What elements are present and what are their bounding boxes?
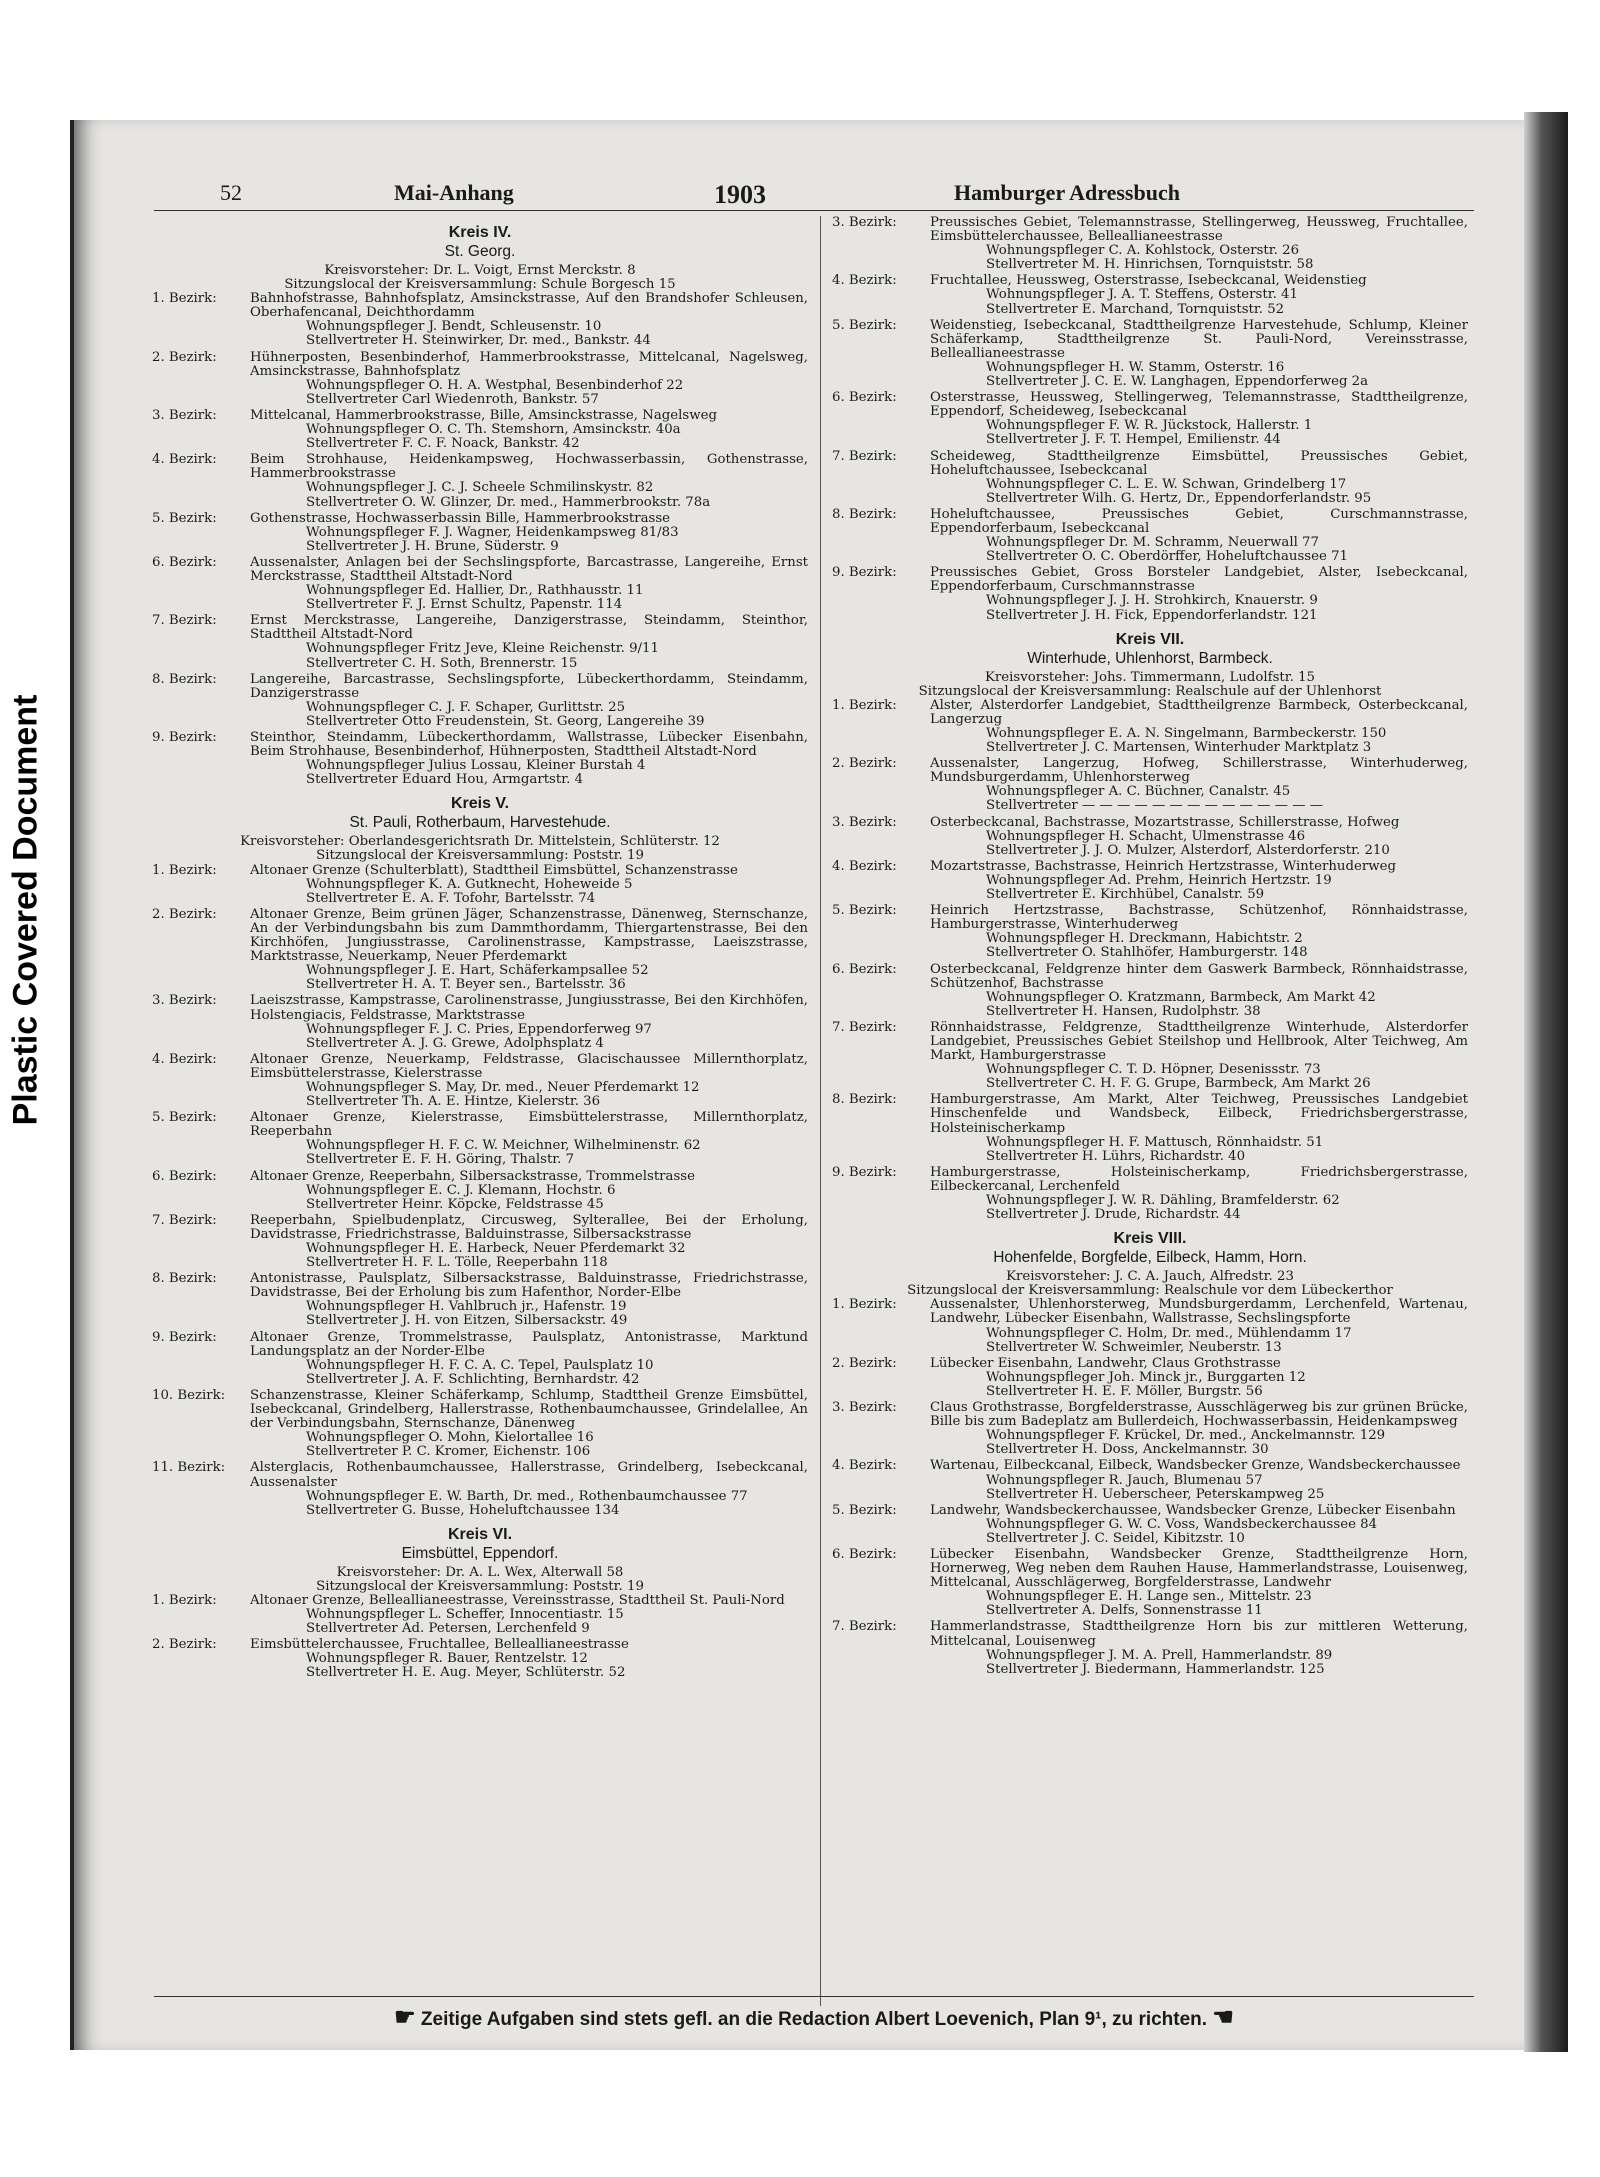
bezirk-person: Stellvertreter E. Kirchhübel, Canalstr. 59 (986, 887, 1265, 903)
bezirk-entry (152, 1389, 808, 1459)
bezirk-person: Wohnungspfleger H. F. C. W. Meichner, Wilhelminenstr. 62 (306, 1138, 701, 1154)
document-page (70, 120, 1524, 2050)
bezirk-entry (832, 450, 1468, 506)
bezirk-person: Stellvertreter J. C. E. W. Langhagen, Eppendorferweg 2a (986, 374, 1369, 390)
bezirk-entry (152, 453, 808, 509)
kreis-title: Kreis VI. (447, 1525, 513, 1543)
bezirk-entry (152, 864, 808, 906)
bezirk-person: Stellvertreter Ad. Petersen, Lerchenfeld 9 (306, 1621, 590, 1637)
bezirk-streets: Aussenalster, Langerzug, Hofweg, Schillerstrasse, Winterhuderweg, Mundsburgerdamm, Uhlenhorsterweg (930, 756, 1468, 786)
bezirk-number: 9. Bezirk: (152, 1329, 217, 1345)
bezirk-number: 8. Bezirk: (152, 671, 217, 687)
bezirk-entry (152, 1214, 808, 1270)
bezirk-person: Stellvertreter H. E. Aug. Meyer, Schlüterstr. 52 (306, 1665, 626, 1681)
bezirk-person: Wohnungspfleger S. May, Dr. med., Neuer Pferdemarkt 12 (306, 1079, 700, 1095)
bezirk-streets: Alster, Alsterdorfer Landgebiet, Stadttheilgrenze Barmbeck, Osterbeckcanal, Langerzug (930, 697, 1468, 727)
bezirk-streets: Altonaer Grenze (Schulterblatt), Stadttheil Eimsbüttel, Schanzenstrasse (250, 862, 738, 878)
bezirk-streets: Eimsbüttelerchaussee, Fruchtallee, Belleallianeestrasse (250, 1637, 629, 1653)
bezirk-streets: Claus Grothstrasse, Borgfelderstrasse, Ausschlägerweg bis zur grünen Brücke, Bille bis zum Badeplatz am Bullerdeich, Hochwasserbassin, Heidenkampsweg (930, 1400, 1468, 1430)
bezirk-person: Stellvertreter A. J. G. Grewe, Adolphsplatz 4 (306, 1035, 604, 1051)
kreis-subtitle: Eimsbüttel, Eppendorf. (401, 1544, 559, 1562)
bezirk-person: Wohnungspfleger G. W. C. Voss, Wandsbeckerchaussee 84 (986, 1516, 1378, 1532)
bezirk-person: Stellvertreter O. Stahlhöfer, Hamburgerstr. 148 (986, 945, 1308, 961)
bezirk-person: Wohnungspfleger C. J. F. Schaper, Gurlittstr. 25 (306, 699, 626, 715)
bezirk-entry (832, 566, 1468, 622)
kreis-meta-line: Sitzungslocal der Kreisversammlung: Poststr. 19 (316, 1578, 644, 1594)
bezirk-number: 5. Bezirk: (832, 903, 897, 919)
bezirk-person: Wohnungspfleger O. Kratzmann, Barmbeck, Am Markt 42 (986, 989, 1376, 1005)
bezirk-entry (832, 1459, 1468, 1501)
bezirk-number: 4. Bezirk: (832, 858, 897, 874)
bezirk-entry (832, 1357, 1468, 1399)
bezirk-person: Stellvertreter A. Delfs, Sonnenstrasse 11 (986, 1603, 1263, 1619)
bezirk-person: Stellvertreter J. J. O. Mulzer, Alsterdorf, Alsterdorferstr. 210 (986, 842, 1390, 858)
bezirk-number: 6. Bezirk: (152, 554, 217, 570)
bezirk-streets: Mittelcanal, Hammerbrookstrasse, Bille, Amsinckstrasse, Nagelsweg (250, 407, 717, 423)
bezirk-entry (832, 963, 1468, 1019)
bezirk-person: Wohnungspfleger F. W. R. Jückstock, Hallerstr. 1 (986, 418, 1313, 434)
bezirk-entry (152, 292, 808, 348)
bezirk-number: 7. Bezirk: (832, 1619, 897, 1635)
bezirk-person: Stellvertreter F. C. F. Noack, Bankstr. 42 (306, 436, 580, 452)
kreis-subtitle: St. Georg. (444, 243, 516, 260)
bezirk-person: Wohnungspfleger A. C. Büchner, Canalstr. 45 (986, 784, 1291, 800)
bezirk-entry (832, 274, 1468, 316)
bezirk-number: 8. Bezirk: (832, 506, 897, 522)
bezirk-person: Stellvertreter — — — — — — — — — — — — — — (986, 798, 1324, 814)
bezirk-person: Stellvertreter H. Ueberscheer, Peterskampweg 25 (986, 1486, 1325, 1502)
bezirk-streets: Steinthor, Steindamm, Lübeckerthordamm, Wallstrasse, Lübecker Eisenbahn, Beim Strohhause, Besenbinderhof, Hühnerposten, Stadttheil Altstadt-Nord (250, 730, 808, 760)
bezirk-streets: Weidenstieg, Isebeckcanal, Stadttheilgrenze Harvestehude, Schlump, Kleiner Schäferkamp, Stadttheilgrenze St. Pauli-Nord, Vereinsstrasse, Belleallianeestrasse (930, 317, 1468, 361)
bezirk-person: Wohnungspfleger H. W. Stamm, Osterstr. 16 (986, 359, 1285, 375)
bezirk-streets: Hammerlandstrasse, Stadttheilgrenze Horn bis zur mittleren Wetterung, Mittelcanal, Louisenweg (930, 1619, 1468, 1649)
bezirk-entry (832, 216, 1468, 272)
bezirk-entry (152, 1272, 808, 1328)
bezirk-number: 9. Bezirk: (152, 730, 217, 745)
bezirk-number: 9. Bezirk: (832, 1164, 897, 1180)
bezirk-person: Stellvertreter Heinr. Köpcke, Feldstrasse 45 (306, 1196, 604, 1212)
bezirk-number: 7. Bezirk: (152, 613, 217, 629)
bezirk-entry (832, 816, 1468, 858)
bezirk-number: 5. Bezirk: (832, 317, 897, 333)
bezirk-number: 2. Bezirk: (832, 1355, 897, 1371)
bezirk-person: Wohnungspfleger Julius Lossau, Kleiner Burstah 4 (306, 758, 646, 774)
bezirk-streets: Scheideweg, Stadttheilgrenze Eimsbüttel, Preussisches Gebiet, Hoheluftchaussee, Isebeckcanal (930, 448, 1468, 478)
bezirk-entry (152, 673, 808, 729)
bezirk-person: Wohnungspfleger R. Jauch, Blumenau 57 (986, 1472, 1263, 1488)
bezirk-streets: Lübecker Eisenbahn, Landwehr, Claus Grothstrasse (930, 1355, 1281, 1371)
bezirk-streets: Preussisches Gebiet, Telemannstrasse, Stellingerweg, Heussweg, Fruchtallee, Eimsbüttelerchaussee, Belleallianeestrasse (930, 215, 1468, 245)
bezirk-streets: Aussenalster, Uhlenhorsterweg, Mundsburgerdamm, Lerchenfeld, Wartenau, Landwehr, Lübecker Eisenbahn, Wallstrasse, Sechslingspforte (930, 1297, 1468, 1327)
bezirk-person: Wohnungspfleger J. M. A. Prell, Hammerlandstr. 89 (986, 1647, 1333, 1663)
bezirk-person: Wohnungspfleger J. C. J. Scheele Schmilinskystr. 82 (306, 480, 654, 496)
bezirk-number: 5. Bezirk: (832, 1502, 897, 1518)
bezirk-person: Stellvertreter W. Schweimler, Neuberstr. 13 (986, 1339, 1282, 1355)
kreis-meta-line: Kreisvorsteher: Johs. Timmermann, Ludolfstr. 15 (984, 669, 1316, 685)
bezirk-entry (152, 1638, 808, 1680)
bezirk-person: Stellvertreter J. H. Brune, Süderstr. 9 (306, 538, 559, 554)
bezirk-number: 3. Bezirk: (832, 814, 897, 830)
bezirk-person: Wohnungspfleger Ed. Hallier, Dr., Rathhausstr. 11 (306, 583, 644, 599)
kreis-meta-line: Sitzungslocal der Kreisversammlung: Poststr. 19 (316, 848, 644, 864)
bezirk-streets: Altonaer Grenze, Kielerstrasse, Eimsbüttelerstrasse, Millernthorplatz, Reeperbahn (250, 1110, 808, 1140)
bezirk-entry (152, 1053, 808, 1109)
bezirk-person: Wohnungspfleger E. A. N. Singelmann, Barmbeckerstr. 150 (986, 726, 1387, 741)
bezirk-person: Stellvertreter H. Doss, Anckelmannstr. 30 (986, 1442, 1269, 1458)
bezirk-entry (832, 1093, 1468, 1163)
bezirk-entry (152, 1170, 808, 1212)
bezirk-person: Stellvertreter J. H. Fick, Eppendorferlandstr. 121 (986, 607, 1318, 623)
bezirk-entry (832, 1166, 1468, 1222)
bezirk-person: Stellvertreter E. A. F. Tofohr, Bartelsstr. 74 (306, 890, 596, 906)
bezirk-entry (152, 614, 808, 670)
kreis-meta-line: Kreisvorsteher: Dr. A. L. Wex, Alterwall 58 (336, 1564, 624, 1580)
kreis-subtitle: St. Pauli, Rotherbaum, Harvestehude. (349, 814, 611, 832)
bezirk-streets: Altonaer Grenze, Reeperbahn, Silbersackstrasse, Trommelstrasse (250, 1168, 695, 1184)
bezirk-person: Wohnungspfleger C. L. E. W. Schwan, Grindelberg 17 (986, 476, 1347, 492)
bezirk-number: 1. Bezirk: (832, 1297, 897, 1313)
bezirk-number: 10. Bezirk: (152, 1387, 226, 1403)
bezirk-entry (152, 1594, 808, 1636)
bezirk-person: Stellvertreter Wilh. G. Hertz, Dr., Eppendorferlandstr. 95 (986, 490, 1372, 506)
bezirk-number: 2. Bezirk: (152, 906, 217, 922)
bezirk-streets: Hoheluftchaussee, Preussisches Gebiet, Curschmannstrasse, Eppendorferbaum, Isebeckcanal (930, 506, 1468, 536)
bezirk-streets: Rönnhaidstrasse, Feldgrenze, Stadttheilgrenze Winterhude, Alsterdorfer Landgebiet, Preussisches Gebiet Steilshop und Hellbrook, Alter Teichweg, Am Markt, Hamburgerstrasse (930, 1019, 1468, 1064)
bezirk-person: Wohnungspfleger H. Vahlbruch jr., Hafenstr. 19 (306, 1299, 627, 1315)
bezirk-person: Wohnungspfleger H. Schacht, Ulmenstrasse 46 (986, 828, 1306, 844)
bezirk-streets: Osterbeckcanal, Bachstrasse, Mozartstrasse, Schillerstrasse, Hofweg (930, 814, 1400, 830)
page-footer (154, 1996, 1474, 2032)
header-right-title: Hamburger Adressbuch (954, 180, 1180, 205)
bezirk-person: Wohnungspfleger R. Bauer, Rentzelstr. 12 (306, 1651, 588, 1667)
bezirk-person: Wohnungspfleger F. J. C. Pries, Eppendorferweg 97 (306, 1021, 652, 1037)
bezirk-person: Stellvertreter C. H. Soth, Brennerstr. 15 (306, 655, 578, 671)
bezirk-number: 3. Bezirk: (832, 1400, 897, 1416)
bezirk-entry (832, 1298, 1468, 1354)
kreis-title: Kreis VII. (1115, 630, 1185, 648)
bezirk-person: Wohnungspfleger Dr. M. Schramm, Neuerwall 77 (986, 535, 1319, 551)
bezirk-person: Wohnungspfleger J. E. Hart, Schäferkampsallee 52 (306, 963, 649, 979)
bezirk-entry (152, 731, 808, 787)
bezirk-number: 1. Bezirk: (152, 291, 217, 307)
bezirk-streets: Fruchtallee, Heussweg, Osterstrasse, Isebeckcanal, Weidenstieg (930, 273, 1367, 289)
bezirk-person: Stellvertreter H. E. F. Möller, Burgstr. 56 (986, 1383, 1263, 1399)
bezirk-streets: Altonaer Grenze, Belleallianeestrasse, Vereinsstrasse, Stadttheil St. Pauli-Nord (250, 1592, 785, 1608)
kreis-meta-line: Sitzungslocal der Kreisversammlung: Realschule auf der Uhlenhorst (918, 683, 1382, 699)
bezirk-streets: Schanzenstrasse, Kleiner Schäferkamp, Schlump, Stadttheil Grenze Eimsbüttel, Isebeckcanal, Grindelberg, Hallerstrasse, Rothenbaumchaussee, Grindelallee, An der Verbindungsbahn, Sternschanze, Dänenweg (250, 1387, 808, 1432)
bezirk-person: Stellvertreter J. H. von Eitzen, Silbersackstr. 49 (306, 1313, 628, 1329)
bezirk-person: Wohnungspfleger Joh. Minck jr., Burggarten 12 (986, 1369, 1306, 1385)
bezirk-streets: Bahnhofstrasse, Bahnhofsplatz, Amsinckstrasse, Auf den Brandshofer Schleusen, Oberhafencanal, Deichthordamm (250, 291, 808, 321)
bezirk-number: 5. Bezirk: (152, 1110, 217, 1126)
bezirk-person: Stellvertreter H. A. T. Beyer sen., Bartelsstr. 36 (306, 977, 626, 993)
bezirk-entry (152, 351, 808, 407)
bezirk-person: Stellvertreter H. F. L. Tölle, Reeperbahn 118 (306, 1255, 608, 1271)
bezirk-person: Stellvertreter J. Biedermann, Hammerlandstr. 125 (986, 1661, 1325, 1677)
bezirk-streets: Mozartstrasse, Bachstrasse, Heinrich Hertzstrasse, Winterhuderweg (930, 858, 1396, 874)
bezirk-streets: Landwehr, Wandsbeckerchaussee, Wandsbecker Grenze, Lübecker Eisenbahn (930, 1502, 1456, 1518)
bezirk-person: Stellvertreter J. Drude, Richardstr. 44 (986, 1207, 1241, 1223)
bezirk-entry (832, 1548, 1468, 1618)
bezirk-person: Stellvertreter H. Steinwirker, Dr. med., Bankstr. 44 (306, 333, 651, 349)
bezirk-entry (152, 512, 808, 554)
bezirk-streets: Ernst Merckstrasse, Langereihe, Danzigerstrasse, Steindamm, Steinthor, Stadttheil Altstadt-Nord (250, 613, 808, 643)
bezirk-person: Wohnungspfleger H. F. Mattusch, Rönnhaidstr. 51 (986, 1134, 1324, 1150)
bezirk-entry (832, 757, 1468, 813)
bezirk-entry (152, 409, 808, 451)
bezirk-person: Stellvertreter C. H. F. G. Grupe, Barmbeck, Am Markt 26 (986, 1076, 1371, 1092)
bezirk-person: Stellvertreter Th. A. E. Hintze, Kielerstr. 36 (306, 1094, 601, 1110)
bezirk-streets: Reeperbahn, Spielbudenplatz, Circusweg, Sylterallee, Bei der Erholung, Davidstrasse, Friedrichstrasse, Balduinstrasse, Silbersackstrasse (250, 1212, 808, 1242)
bezirk-entry (832, 1401, 1468, 1457)
bezirk-person: Stellvertreter Eduard Hou, Armgartstr. 4 (306, 772, 584, 788)
bezirk-streets: Altonaer Grenze, Neuerkamp, Feldstrasse, Glacischaussee Millernthorplatz, Eimsbüttelerstrasse, Kielerstrasse (250, 1051, 808, 1081)
bezirk-number: 3. Bezirk: (152, 993, 217, 1009)
bezirk-number: 2. Bezirk: (152, 1637, 217, 1653)
bezirk-person: Stellvertreter O. C. Oberdörffer, Hoheluftchaussee 71 (986, 549, 1348, 565)
bezirk-streets: Osterbeckcanal, Feldgrenze hinter dem Gaswerk Barmbeck, Rönnhaidstrasse, Schützenhof, Bachstrasse (930, 961, 1468, 991)
bezirk-person: Wohnungspfleger Ad. Prehm, Heinrich Hertzstr. 19 (986, 872, 1332, 888)
bezirk-number: 8. Bezirk: (152, 1271, 217, 1287)
bezirk-person: Wohnungspfleger O. C. Th. Stemshorn, Amsinckstr. 40a (306, 422, 681, 438)
kreis-title: Kreis V. (450, 795, 510, 813)
bezirk-streets: Heinrich Hertzstrasse, Bachstrasse, Schützenhof, Rönnhaidstrasse, Hamburgerstrasse, Winterhuderweg (930, 903, 1468, 933)
bezirk-entry (832, 699, 1468, 755)
bezirk-number: 2. Bezirk: (152, 349, 217, 365)
column-divider (820, 216, 821, 2006)
kreis-meta-line: Sitzungslocal der Kreisversammlung: Schule Borgesch 15 (284, 277, 676, 293)
bezirk-entry (152, 1461, 808, 1517)
bezirk-entry (152, 1331, 808, 1387)
bezirk-streets: Lübecker Eisenbahn, Wandsbecker Grenze, Stadttheilgrenze Horn, Hornerweg, Weg neben dem Rauhen Hause, Hammerlandstrasse, Louisenweg, Mittelcanal, Ausschlägerweg, Borgfelderstrasse, Landwehr (930, 1546, 1468, 1591)
bezirk-entry (152, 1111, 808, 1167)
bezirk-entry (832, 508, 1468, 564)
bezirk-person: Stellvertreter G. Busse, Hoheluftchaussee 134 (306, 1502, 620, 1518)
bezirk-person: Wohnungspfleger H. E. Harbeck, Neuer Pferdemarkt 32 (306, 1241, 686, 1256)
bezirk-number: 1. Bezirk: (832, 697, 897, 713)
bezirk-person: Stellvertreter J. A. F. Schlichting, Bernhardstr. 42 (306, 1371, 640, 1387)
kreis-meta-line: Kreisvorsteher: J. C. A. Jauch, Alfredstr. 23 (1006, 1269, 1294, 1285)
footer-text: Zeitige Aufgaben sind stets gefl. an die Redaction Albert Loevenich, Plan 9¹, zu richten. (420, 2009, 1208, 2030)
bezirk-number: 1. Bezirk: (152, 1592, 217, 1608)
bezirk-entry (152, 908, 808, 993)
side-label: Plastic Covered Document (6, 694, 45, 1126)
bezirk-person: Stellvertreter J. C. Seidel, Kibitzstr. 10 (986, 1530, 1245, 1546)
bezirk-streets: Wartenau, Eilbeckcanal, Eilbeck, Wandsbecker Grenze, Wandsbeckerchaussee (930, 1458, 1461, 1474)
bezirk-person: Stellvertreter P. C. Kromer, Eichenstr. 106 (306, 1444, 591, 1460)
bezirk-number: 7. Bezirk: (832, 1019, 897, 1035)
kreis-meta-line: Kreisvorsteher: Dr. L. Voigt, Ernst Merckstr. 8 (324, 263, 636, 278)
bezirk-streets: Altonaer Grenze, Trommelstrasse, Paulsplatz, Antonistrasse, Marktund Landungsplatz an der Norder-Elbe (250, 1329, 808, 1359)
bezirk-streets: Antonistrasse, Paulsplatz, Silbersackstrasse, Balduinstrasse, Friedrichstrasse, Davidstrasse, Bei der Erholung bis zum Hafenthor, Norder-Elbe (250, 1271, 808, 1301)
header-left-title: Mai-Anhang (394, 180, 514, 205)
page-number: 52 (220, 180, 242, 205)
bezirk-person: Stellvertreter F. J. Ernst Schultz, Papenstr. 114 (306, 597, 623, 613)
bezirk-person: Stellvertreter H. Lührs, Richardstr. 40 (986, 1148, 1246, 1164)
bezirk-person: Wohnungspfleger H. F. C. A. C. Tepel, Paulsplatz 10 (306, 1357, 654, 1373)
bezirk-number: 8. Bezirk: (832, 1092, 897, 1108)
kreis-title: Kreis VIII. (1113, 1230, 1187, 1248)
bezirk-entry (832, 1504, 1468, 1546)
bezirk-entry (832, 319, 1468, 389)
bezirk-streets: Osterstrasse, Heussweg, Stellingerweg, Telemannstrasse, Stadttheilgrenze, Eppendorf, Scheideweg, Isebeckcanal (930, 390, 1468, 420)
bezirk-number: 6. Bezirk: (152, 1168, 217, 1184)
bezirk-person: Wohnungspfleger K. A. Gutknecht, Hoheweide 5 (306, 876, 633, 892)
bezirk-person: Wohnungspfleger J. W. R. Dähling, Bramfelderstr. 62 (986, 1193, 1340, 1208)
kreis-subtitle: Winterhude, Uhlenhorst, Barmbeck. (1027, 649, 1273, 667)
bezirk-person: Wohnungspfleger F. Krückel, Dr. med., Anckelmannstr. 129 (986, 1428, 1386, 1444)
bezirk-person: Stellvertreter H. Hansen, Rudolphstr. 38 (986, 1003, 1261, 1019)
bezirk-entry (152, 994, 808, 1050)
bezirk-number: 7. Bezirk: (832, 448, 897, 464)
pointing-hand-icon: ☛ (394, 2004, 416, 2031)
kreis-subtitle: Hohenfelde, Borgfelde, Eilbeck, Hamm, Horn. (993, 1249, 1307, 1267)
bezirk-streets: Hamburgerstrasse, Holsteinischerkamp, Friedrichsbergerstrasse, Eilbeckercanal, Lerchenfeld (930, 1164, 1468, 1194)
bezirk-entry (832, 860, 1468, 902)
bezirk-person: Wohnungspfleger C. A. Kohlstock, Osterstr. 26 (986, 243, 1300, 259)
bezirk-number: 1. Bezirk: (152, 862, 217, 878)
bezirk-person: Wohnungspfleger J. A. T. Steffens, Osterstr. 41 (986, 287, 1298, 303)
bezirk-number: 7. Bezirk: (152, 1212, 217, 1228)
bezirk-entry (832, 1620, 1468, 1676)
bezirk-number: 2. Bezirk: (832, 756, 897, 772)
bezirk-number: 3. Bezirk: (152, 407, 217, 423)
bezirk-streets: Aussenalster, Anlagen bei der Sechslingspforte, Barcastrasse, Langereihe, Ernst Merckstrasse, Stadttheil Altstadt-Nord (250, 554, 808, 584)
bezirk-person: Wohnungspfleger E. W. Barth, Dr. med., Rothenbaumchaussee 77 (306, 1488, 748, 1504)
bezirk-person: Wohnungspfleger J. J. H. Strohkirch, Knauerstr. 9 (986, 593, 1318, 609)
kreis-title: Kreis IV. (448, 224, 512, 241)
header-year: 1903 (714, 180, 766, 209)
bezirk-entry (832, 391, 1468, 447)
right-column (832, 216, 1468, 1679)
bezirk-number: 6. Bezirk: (832, 1546, 897, 1562)
bezirk-person: Wohnungspfleger O. H. A. Westphal, Besenbinderhof 22 (306, 377, 684, 393)
bezirk-entry (832, 1021, 1468, 1091)
bezirk-streets: Hamburgerstrasse, Am Markt, Alter Teichweg, Preussisches Landgebiet Hinschenfelde und Wandsbeck, Eilbeck, Friedrichsbergerstrasse, Holsteinischerkamp (930, 1092, 1468, 1136)
bezirk-person: Stellvertreter E. Marchand, Tornquiststr. 52 (986, 301, 1285, 317)
bezirk-person: Stellvertreter J. F. T. Hempel, Emilienstr. 44 (986, 432, 1281, 448)
bezirk-person: Wohnungspfleger C. T. D. Höpner, Desenissstr. 73 (986, 1062, 1321, 1078)
bezirk-person: Wohnungspfleger E. H. Lange sen., Mittelstr. 23 (986, 1589, 1312, 1605)
bezirk-person: Wohnungspfleger E. C. J. Klemann, Hochstr. 6 (306, 1182, 616, 1198)
bezirk-number: 4. Bezirk: (832, 273, 897, 289)
bezirk-number: 6. Bezirk: (832, 961, 897, 977)
bezirk-streets: Preussisches Gebiet, Gross Borsteler Landgebiet, Alster, Isebeckcanal, Eppendorferbaum, Curschmannstrasse (930, 565, 1468, 595)
bezirk-person: Wohnungspfleger Fritz Jeve, Kleine Reichenstr. 9/11 (306, 641, 659, 657)
bezirk-entry (152, 556, 808, 612)
bezirk-number: 9. Bezirk: (832, 565, 897, 581)
bezirk-number: 4. Bezirk: (152, 1051, 217, 1067)
left-column (152, 216, 808, 1683)
bezirk-number: 4. Bezirk: (152, 452, 217, 468)
bezirk-person: Stellvertreter M. H. Hinrichsen, Tornquiststr. 58 (986, 257, 1314, 273)
kreis-meta-line: Sitzungslocal der Kreisversammlung: Realschule vor dem Lübeckerthor (907, 1283, 1393, 1299)
bezirk-streets: Langereihe, Barcastrasse, Sechslingspforte, Lübeckerthordamm, Steindamm, Danzigerstrasse (250, 671, 808, 701)
kreis-meta-line: Kreisvorsteher: Oberlandesgerichtsrath Dr. Mittelstein, Schlüterstr. 12 (240, 834, 720, 850)
bezirk-number: 11. Bezirk: (152, 1460, 226, 1476)
bezirk-streets: Alsterglacis, Rothenbaumchaussee, Hallerstrasse, Grindelberg, Isebeckcanal, Aussenalster (250, 1460, 808, 1490)
bezirk-person: Stellvertreter Otto Freudenstein, St. Georg, Langereihe 39 (306, 713, 705, 729)
bezirk-streets: Gothenstrasse, Hochwasserbassin Bille, Hammerbrookstrasse (250, 510, 671, 526)
bezirk-person: Wohnungspfleger H. Dreckmann, Habichtstr. 2 (986, 931, 1303, 947)
bezirk-person: Stellvertreter Carl Wiedenroth, Bankstr. 57 (306, 391, 599, 407)
bezirk-streets: Beim Strohhause, Heidenkampsweg, Hochwasserbassin, Gothenstrasse, Hammerbrookstrasse (250, 452, 808, 482)
bezirk-streets: Laeiszstrasse, Kampstrasse, Carolinenstrasse, Jungiusstrasse, Bei den Kirchhöfen, Holstengiacis, Feldstrasse, Marktstrasse (250, 993, 808, 1023)
bezirk-streets: Hühnerposten, Besenbinderhof, Hammerbrookstrasse, Mittelcanal, Nagelsweg, Amsinckstrasse, Bahnhofsplatz (250, 349, 808, 379)
bezirk-person: Stellvertreter O. W. Glinzer, Dr. med., Hammerbrookstr. 78a (306, 494, 711, 510)
page-header (154, 176, 1474, 211)
bezirk-number: 4. Bezirk: (832, 1458, 897, 1474)
bezirk-person: Stellvertreter J. C. Martensen, Winterhuder Marktplatz 3 (986, 740, 1372, 756)
bezirk-number: 6. Bezirk: (832, 390, 897, 406)
bezirk-person: Wohnungspfleger O. Mohn, Kielortallee 16 (306, 1430, 594, 1446)
bezirk-number: 3. Bezirk: (832, 215, 897, 230)
bezirk-person: Wohnungspfleger L. Scheffer, Innocentiastr. 15 (306, 1607, 624, 1623)
bezirk-number: 5. Bezirk: (152, 510, 217, 526)
bezirk-person: Wohnungspfleger J. Bendt, Schleusenstr. 10 (306, 319, 602, 335)
bezirk-streets: Altonaer Grenze, Beim grünen Jäger, Schanzenstrasse, Dänenweg, Sternschanze, An der Verbindungsbahn bis zum Dammthordamm, Thiergartenstrasse, Bei den Kirchhöfen, Jungiusstrasse, Carolinenstrasse, Kampstrasse, Laeiszstrasse, Marktstrasse, Neuerkamp, Neuer Pferdemarkt (250, 906, 808, 965)
bezirk-entry (832, 904, 1468, 960)
bezirk-person: Wohnungspfleger C. Holm, Dr. med., Mühlendamm 17 (986, 1325, 1352, 1341)
bezirk-person: Wohnungspfleger F. J. Wagner, Heidenkampsweg 81/83 (306, 524, 679, 540)
bezirk-person: Stellvertreter E. F. H. Göring, Thalstr. 7 (306, 1152, 575, 1168)
pointing-hand-icon: ☚ (1212, 2004, 1234, 2031)
